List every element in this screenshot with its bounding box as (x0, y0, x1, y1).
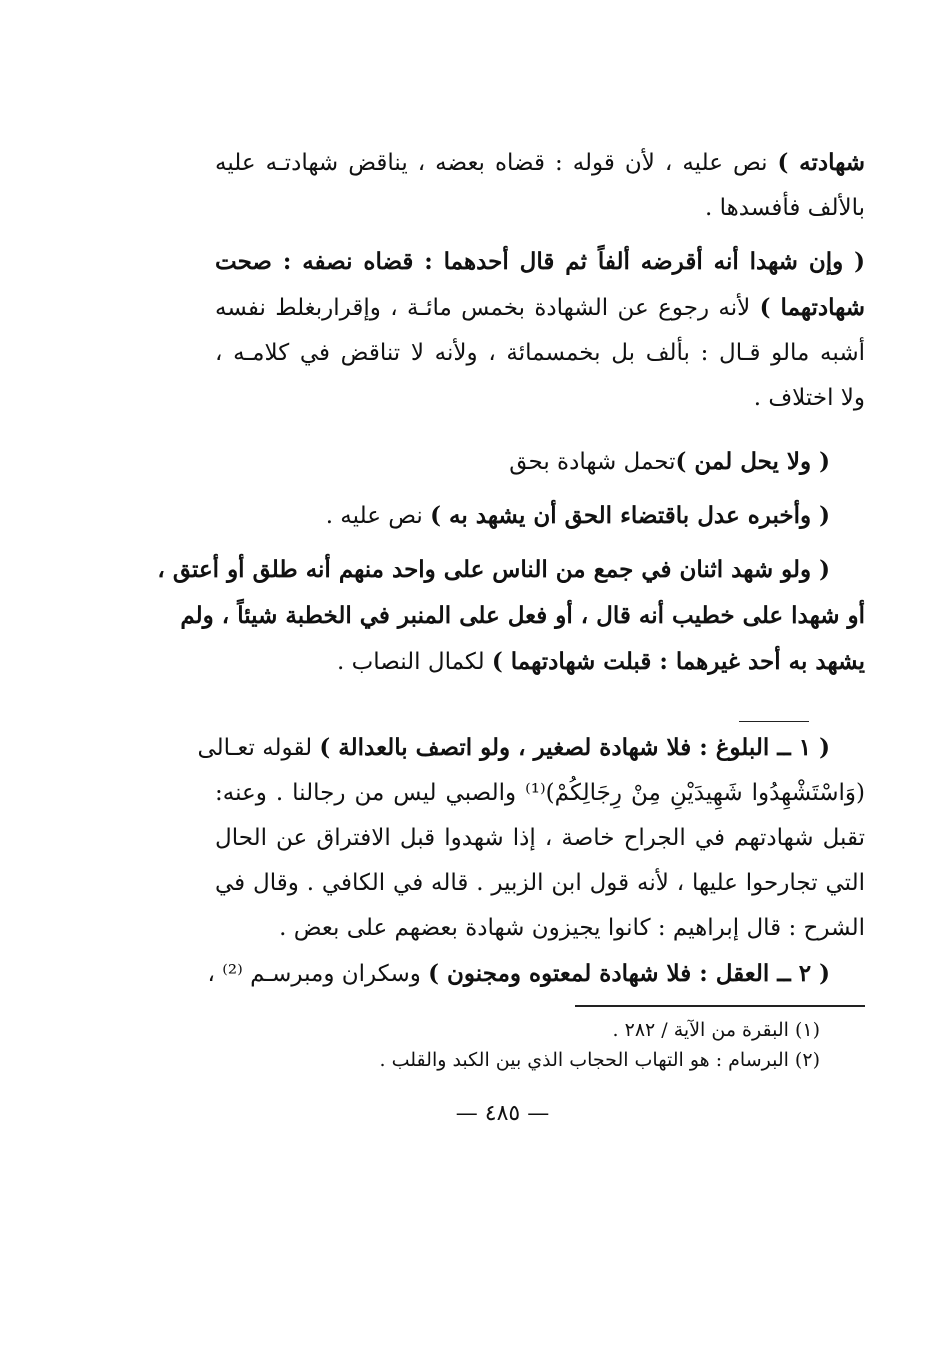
paragraph-5-line-1 (157, 547, 865, 593)
bold-term: شهادتهما ) (759, 294, 865, 321)
overline-rule (739, 721, 809, 722)
paragraph-1-line-2 (215, 186, 865, 231)
paragraph-5-line-3 (215, 639, 865, 685)
text: وسكران ومبرسـم ⁽²⁾ ، (207, 961, 429, 987)
bold-term: ( ولا يحل لمن ) (675, 448, 830, 475)
footnote-1: (١) البقرة من الآية / ٢٨٢ . (612, 1019, 820, 1041)
paragraph-3 (215, 439, 865, 485)
text: تقبل شهادتهم في الجراح خاصة ، إذا شهدوا قبل الافتراق عن الحال (215, 825, 865, 851)
text: لكمال النصاب . (336, 649, 492, 675)
bold-term: ( وأخبره عدل باقتضاء الحق أن يشهد به ) (430, 502, 830, 529)
text: نص عليه ، لأن قوله : قضاه بعضه ، يناقض شهادتـه عليه (215, 150, 778, 176)
paragraph-7 (207, 951, 865, 997)
text: الشرح : قال إبراهيم : كانوا يجيزون شهادة بعضهم على بعض . (279, 915, 865, 941)
bold-term: ( ٢ ــ العقل : فلا شهادة لمعتوه ومجنون ) (428, 960, 830, 987)
page-number: — ٤٨٥ — (455, 1101, 550, 1126)
text: التي تجارحوا عليها ، لأنه قول ابن الزبير . قاله في الكافي . وقال في (215, 870, 865, 896)
paragraph-4 (215, 493, 865, 539)
footnote-2: (٢) البرسام : هو التهاب الحجاب الذي بين الكبد والقلب . (379, 1049, 820, 1071)
text: أشبه مالو قـال : بألف بل بخمسمائة ، ولأنه لا تناقض في كلامـه ، (215, 340, 865, 366)
text: ولا اختلاف . (753, 385, 865, 411)
paragraph-6-line-2 (215, 771, 865, 816)
paragraph-2-line-2 (215, 285, 865, 331)
text: (وَاسْتَشْهِدُوا شَهِيدَيْنِ مِنْ رِجَالِكُمْ)⁽¹⁾ والصبي ليس من رجالنا . وعنه: (215, 780, 865, 806)
text: نص عليه . (325, 503, 423, 529)
paragraph-5-line-2 (180, 593, 865, 639)
paragraph-1-line-1 (215, 140, 865, 186)
text: تحمل شهادة بحق (509, 449, 676, 475)
paragraph-6-line-5 (215, 906, 865, 951)
paragraph-6-line-1 (197, 725, 865, 771)
paragraph-2-line-1 (215, 239, 865, 285)
text: لقوله تعـالى (197, 735, 320, 761)
paragraph-2-line-3 (215, 331, 865, 376)
bold-term: ( وإن شهدا أنه أقرضه ألفاً ثم قال أحدهما : قضاه نصفه : صحت (215, 248, 865, 275)
text: بالألف فأفسدها . (704, 195, 865, 221)
bold-term: شهادته ) (777, 149, 865, 176)
bold-term: أو شهدا على خطيب أنه قال ، أو فعل على المنبر في الخطبة شيئاً ، ولم (180, 602, 865, 629)
bold-term: يشهد به أحد غيرهما : قبلت شهادتهما ) (491, 648, 865, 675)
footnote-rule (575, 1005, 865, 1007)
bold-term: ( ١ ــ البلوغ : فلا شهادة لصغير ، ولو اتصف بالعدالة ) (319, 734, 830, 761)
paragraph-6-line-4 (215, 861, 865, 906)
text: لأنه رجوع عن الشهادة بخمس مائـة ، وإقراربغلط نفسه (215, 295, 760, 321)
paragraph-6-line-3 (215, 816, 865, 861)
bold-term: ( ولو شهد اثنان في جمع من الناس على واحد منهم أنه طلق أو أعتق ، (157, 556, 830, 583)
paragraph-2-line-4 (215, 376, 865, 421)
